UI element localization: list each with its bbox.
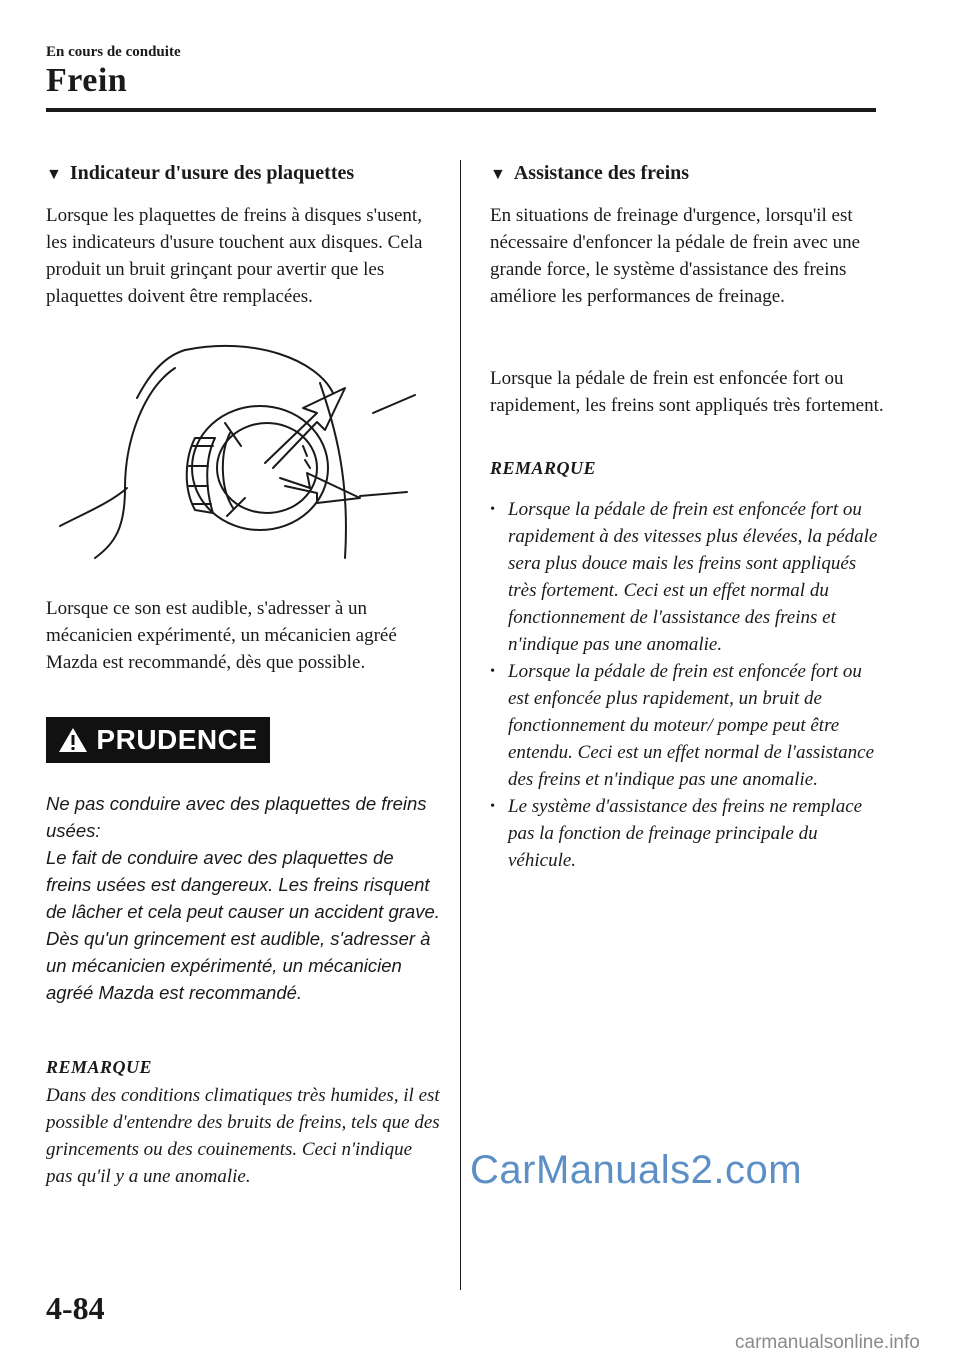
wear-indicator-action-paragraph: Lorsque ce son est audible, s'adresser à un mécanicien expérimenté, un mécanicien agréé Mazda est recommandé, dès que possible. — [46, 598, 397, 673]
caution-badge — [46, 717, 270, 763]
left-note-label: REMARQUE — [46, 1057, 153, 1077]
triangle-marker-icon: ▼ — [46, 166, 62, 183]
wear-indicator-paragraph: Lorsque les plaquettes de freins à disques s'usent, les indicateurs d'usure touchent aux disques. Cela produit un bruit grinçant pour avertir que les plaquettes doivent être remplacées. — [46, 205, 423, 307]
right-note-list — [490, 496, 885, 874]
caution-label: PRUDENCE — [96, 724, 258, 755]
page-number: 4-84 — [46, 1290, 105, 1326]
wear-indicator-heading — [46, 162, 354, 185]
brake-assist-paragraph-2: Lorsque la pédale de frein est enfoncée fort ou rapidement, les freins sont appliqués très fortement. — [490, 368, 884, 416]
page-title: Frein — [46, 62, 128, 99]
brake-assist-heading-text: Assistance des freins — [513, 162, 690, 184]
list-item: • Le système d'assistance des freins ne remplace pas la fonction de freinage principale du véhicule. — [490, 793, 885, 874]
section-label: En cours de conduite — [46, 44, 181, 60]
brake-assist-heading — [490, 162, 689, 185]
list-item: • Lorsque la pédale de frein est enfoncée fort ou est enfoncée plus rapidement, un bruit de fonctionnement du moteur/ pompe peut être entendu. Ceci est un effet normal de l'assistance des freins et n'indique pas une anomalie. — [490, 658, 885, 793]
column-divider — [460, 160, 461, 1290]
triangle-marker-icon: ▼ — [490, 166, 506, 183]
brake-disc-illustration — [55, 338, 425, 583]
caution-title: Ne pas conduire avec des plaquettes de freins usées: — [46, 793, 427, 841]
title-rule — [46, 108, 876, 112]
list-item: • Lorsque la pédale de frein est enfoncée fort ou rapidement à des vitesses plus élevées, la pédale sera plus douce mais les freins sont appliqués très fortement. Ceci est un effet normal du fonctionnement de l'assistance des freins et n'indique pas une anomalie. — [490, 496, 885, 658]
left-note-text: Dans des conditions climatiques très humides, il est possible d'entendre des bruits de freins, tels que des grincements ou des couinements. Ceci n'indique pas qu'il y a une anomalie. — [46, 1085, 440, 1187]
brake-assist-paragraph: En situations de freinage d'urgence, lorsqu'il est nécessaire d'enfoncer la pédale de frein avec une grande force, le système d'assistance des freins améliore les performances de freinage. — [490, 205, 861, 307]
right-note-label: REMARQUE — [490, 458, 597, 478]
warning-triangle-icon — [58, 727, 88, 753]
wear-indicator-heading-text: Indicateur d'usure des plaquettes — [69, 162, 355, 184]
watermark: CarManuals2.com — [470, 1148, 803, 1192]
footer-site: carmanualsonline.info — [735, 1332, 920, 1353]
caution-text: Le fait de conduire avec des plaquettes de freins usées est dangereux. Les freins risquent de lâcher et cela peut causer un accident grave. Dès qu'un grincement est audible, s'adresser à un mécanicien expérimenté, un mécanicien agréé Mazda est recommandé. — [46, 847, 440, 1003]
